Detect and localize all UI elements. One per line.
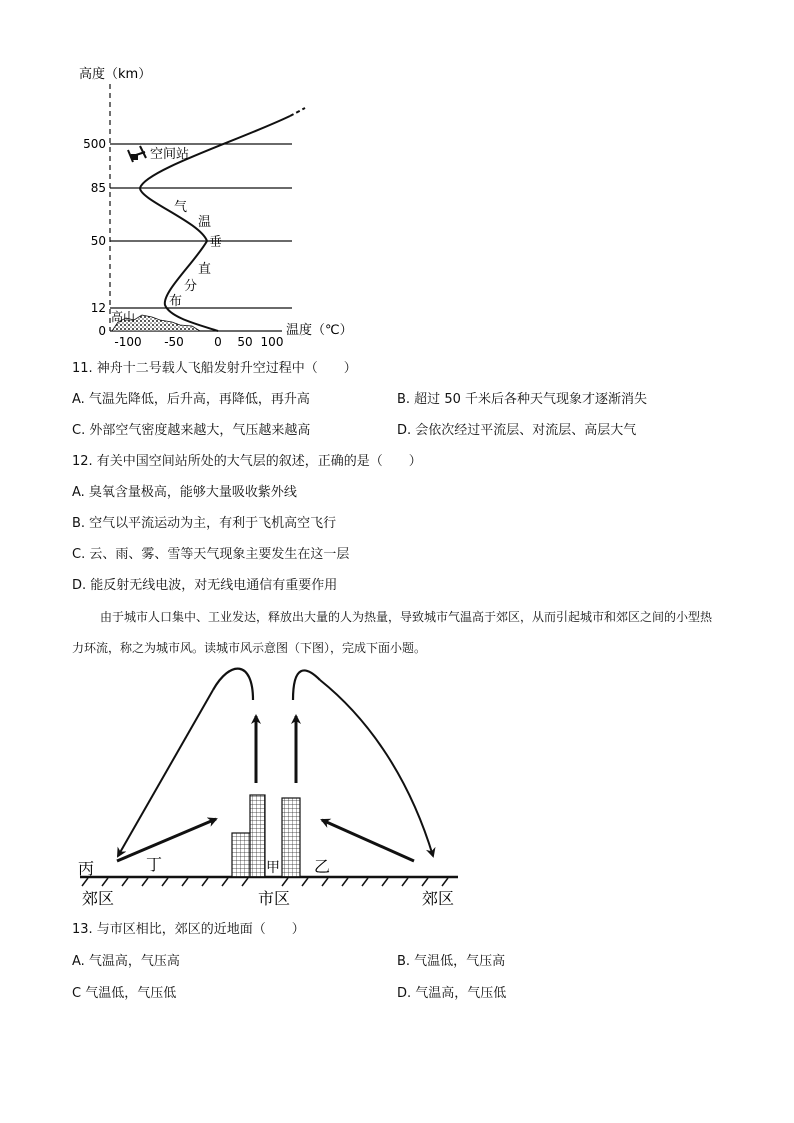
x-axis-label: 温度（℃） bbox=[286, 323, 353, 338]
y-tick-50: 50 bbox=[90, 234, 106, 248]
mountain-label: 高山 bbox=[111, 310, 136, 324]
y-tick-0: 0 bbox=[98, 324, 106, 338]
x-tick-0: 0 bbox=[214, 335, 222, 349]
label-ding: 丁 bbox=[146, 855, 163, 874]
curve-label-char-1: 气 bbox=[174, 200, 188, 215]
temperature-curve-extension bbox=[290, 108, 305, 116]
q12-option-a[interactable]: A. 臭氧含量极高，能够大量吸收紫外线 bbox=[72, 485, 297, 500]
reading-passage: 由于城市人口集中、工业发达，释放出大量的人为热量，导致城市气温高于郊区，从而引起城市和郊区之间的小型热力环流，称之为城市风。读城市风示意图（下图），完成下面小题。 bbox=[72, 610, 713, 655]
station-label: 空间站 bbox=[150, 147, 190, 162]
building-tall bbox=[250, 795, 265, 877]
atmosphere-temperature-diagram bbox=[0, 0, 794, 360]
q11-option-b[interactable]: B. 超过 50 千米后各种天气现象才逐渐消失 bbox=[397, 392, 647, 407]
q11-option-a[interactable]: A. 气温先降低，后升高，再降低，再升高 bbox=[72, 392, 310, 407]
q11-option-c[interactable]: C. 外部空气密度越来越大，气压越来越高 bbox=[72, 423, 311, 438]
x-tick-neg100: -100 bbox=[114, 335, 142, 349]
curve-label-char-2: 温 bbox=[198, 215, 212, 230]
q13-stem: 13. 与市区相比，郊区的近地面（ ） bbox=[72, 922, 305, 937]
y-tick-12: 12 bbox=[90, 301, 106, 315]
q13-option-d[interactable]: D. 气温高，气压低 bbox=[397, 986, 507, 1001]
curve-label-char-5: 分 bbox=[184, 279, 198, 294]
building-right bbox=[282, 798, 300, 877]
curve-label-char-6: 布 bbox=[169, 294, 183, 309]
space-station-icon bbox=[128, 146, 146, 162]
q13-option-b[interactable]: B. 气温低，气压高 bbox=[397, 954, 506, 969]
x-tick-neg50: -50 bbox=[164, 335, 184, 349]
upper-curve-left bbox=[213, 669, 253, 700]
label-yi: 乙 bbox=[314, 857, 331, 876]
city-wind-diagram bbox=[0, 660, 794, 915]
label-bing: 丙 bbox=[78, 859, 95, 878]
y-tick-500: 500 bbox=[83, 137, 106, 151]
label-suburb-right: 郊区 bbox=[422, 889, 455, 908]
ground-hatching bbox=[82, 878, 448, 886]
x-tick-100: 100 bbox=[260, 335, 284, 349]
q13-option-a[interactable]: A. 气温高，气压高 bbox=[72, 954, 180, 969]
q11-option-d[interactable]: D. 会依次经过平流层、对流层、高层大气 bbox=[397, 423, 637, 438]
descending-air-arrow-left bbox=[118, 690, 213, 856]
q13-option-c[interactable]: C 气温低，气压低 bbox=[72, 986, 177, 1001]
q12-option-c[interactable]: C. 云、雨、雾、雪等天气现象主要发生在这一层 bbox=[72, 547, 350, 562]
upper-curve-right bbox=[293, 670, 320, 700]
curve-label-char-4: 直 bbox=[198, 262, 212, 277]
surface-wind-arrow-left bbox=[117, 819, 216, 861]
q12-option-d[interactable]: D. 能反射无线电波，对无线电通信有重要作用 bbox=[72, 578, 338, 593]
x-tick-50: 50 bbox=[237, 335, 253, 349]
descending-air-arrow-right bbox=[320, 680, 433, 856]
surface-wind-arrow-right bbox=[322, 820, 414, 861]
label-city: 市区 bbox=[258, 889, 291, 908]
curve-label-char-3: 垂 bbox=[209, 235, 223, 250]
q12-stem: 12. 有关中国空间站所处的大气层的叙述，正确的是（ ） bbox=[72, 454, 422, 469]
q12-option-b[interactable]: B. 空气以平流运动为主，有利于飞机高空飞行 bbox=[72, 516, 337, 531]
label-suburb-left: 郊区 bbox=[82, 889, 115, 908]
y-axis-label: 高度（km） bbox=[79, 67, 152, 82]
building-short bbox=[232, 833, 250, 877]
q11-stem: 11. 神舟十二号载人飞船发射升空过程中（ ） bbox=[72, 361, 357, 376]
y-tick-85: 85 bbox=[90, 181, 106, 195]
label-jia: 甲 bbox=[266, 860, 280, 876]
